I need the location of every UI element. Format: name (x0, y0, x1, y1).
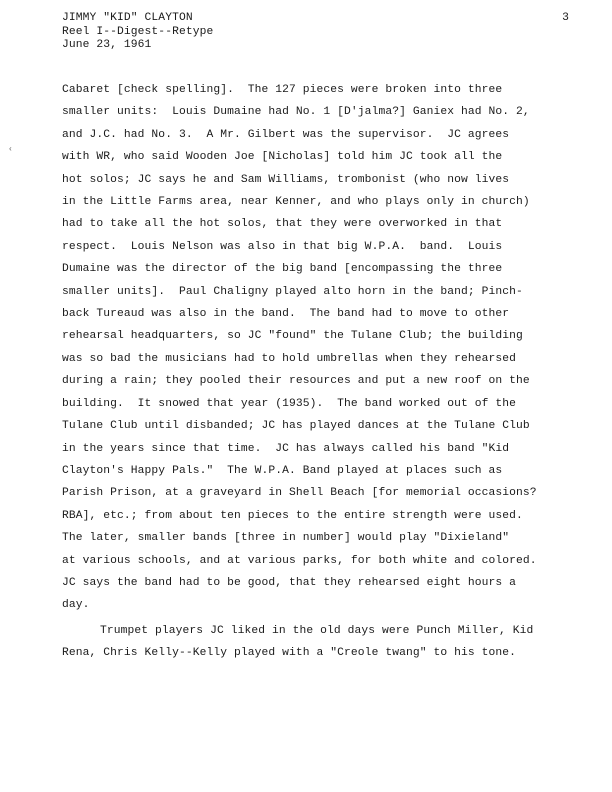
document-body (62, 79, 592, 665)
body-line: in the Little Farms area, near Kenner, and who plays only in church) (62, 196, 530, 209)
body-line: The later, smaller bands [three in number] would play "Dixieland" (62, 532, 510, 545)
body-line: Tulane Club until disbanded; JC has played dances at the Tulane Club (62, 420, 530, 433)
body-line: respect. Louis Nelson was also in that big W.P.A. band. Louis (62, 240, 503, 253)
body-line: with WR, who said Wooden Joe [Nicholas] told him JC took all the (62, 151, 503, 164)
body-line: RBA], etc.; from about ten pieces to the entire strength were used. (62, 509, 523, 522)
body-line: in the years since that time. JC has always called his band "Kid (62, 442, 510, 455)
page-number: 3 (562, 12, 569, 24)
body-line: at various schools, and at various parks, for both white and colored. (62, 554, 537, 567)
body-line: building. It snowed that year (1935). The band worked out of the (62, 397, 517, 410)
body-line: during a rain; they pooled their resources and put a new roof on the (62, 375, 530, 388)
body-line: Dumaine was the director of the big band [encompassing the three (62, 263, 503, 276)
body-line: smaller units: Louis Dumaine had No. 1 [D'jalma?] Ganiex had No. 2, (62, 106, 530, 119)
body-line: JC says the band had to be good, that they rehearsed eight hours a (62, 576, 517, 589)
body-line: and J.C. had No. 3. A Mr. Gilbert was the supervisor. JC agrees (62, 128, 510, 141)
body-line: rehearsal headquarters, so JC "found" the Tulane Club; the building (62, 330, 523, 343)
body-line: was so bad the musicians had to hold umbrellas when they rehearsed (62, 352, 517, 365)
body-line: smaller units]. Paul Chaligny played alto horn in the band; Pinch- (62, 285, 523, 298)
body-line: had to take all the hot solos, that they were overworked in that (62, 218, 503, 231)
paragraph-line: Trumpet players JC liked in the old days were Punch Miller, Kid (100, 624, 534, 637)
body-line: Clayton's Happy Pals." The W.P.A. Band played at places such as (62, 464, 503, 477)
document-header (62, 12, 213, 53)
body-line: hot solos; JC says he and Sam Williams, trombonist (who now lives (62, 173, 510, 186)
body-line: Parish Prison, at a graveyard in Shell Beach [for memorial occasions? (62, 487, 537, 500)
body-line: Cabaret [check spelling]. The 127 pieces were broken into three (62, 84, 503, 96)
header-date: June 23, 1961 (62, 39, 152, 51)
body-line: back Tureaud was also in the band. The band had to move to other (62, 308, 510, 321)
header-title: JIMMY "KID" CLAYTON (62, 12, 193, 24)
paragraph-line: Rena, Chris Kelly--Kelly played with a "Creole twang" to his tone. (62, 647, 517, 660)
header-reel: Reel I--Digest--Retype (62, 25, 214, 38)
margin-mark: ‹ (8, 145, 13, 154)
body-line: day. (62, 599, 90, 612)
